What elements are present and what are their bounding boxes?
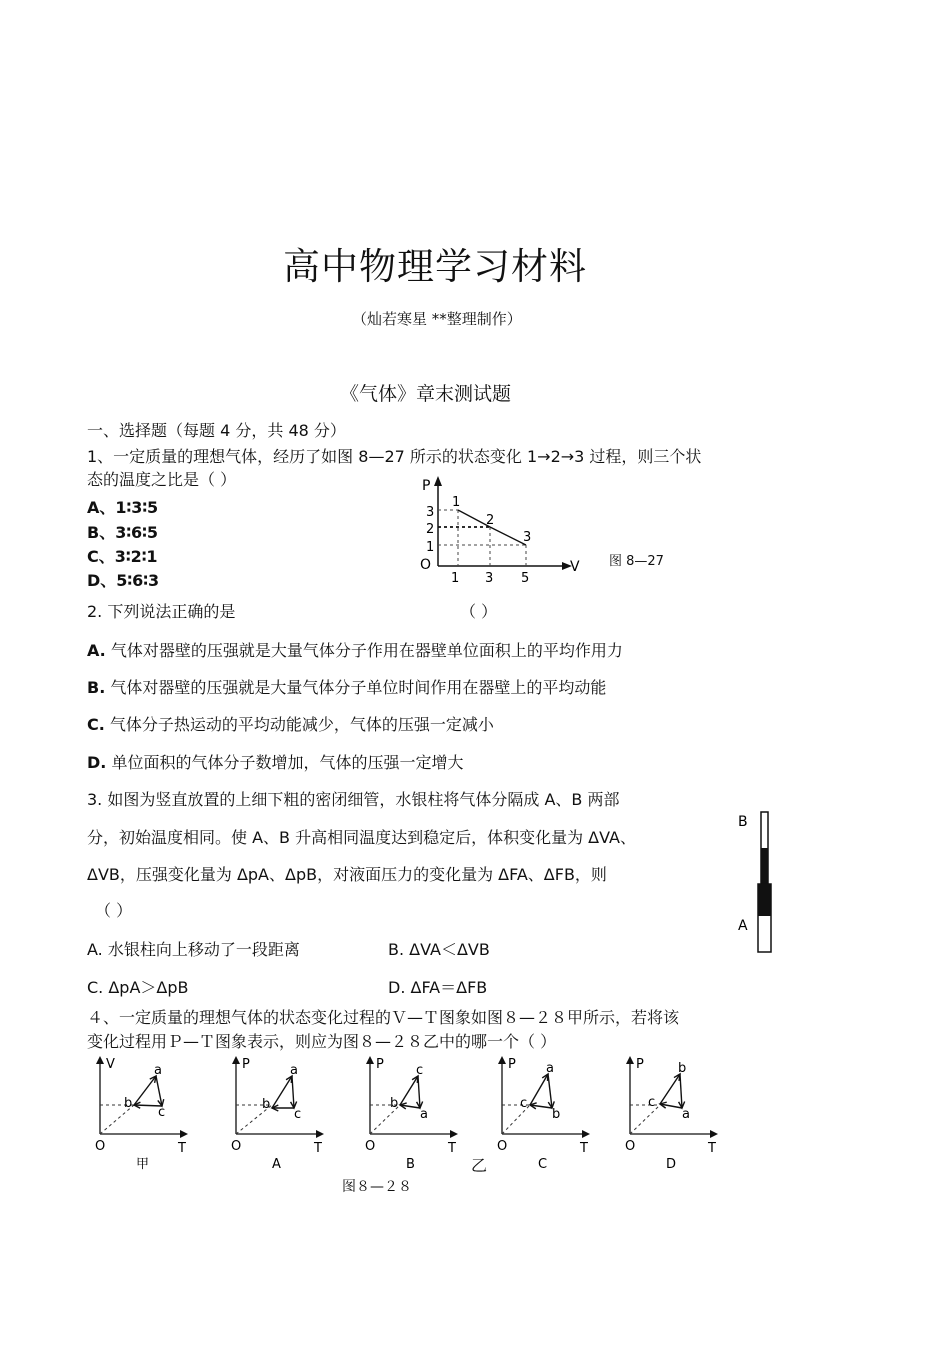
origin-label: O xyxy=(497,1139,508,1154)
point-a-label: a xyxy=(154,1063,162,1078)
y-axis-arrow xyxy=(366,1056,374,1064)
q3-answer-blank: （ ） xyxy=(95,901,133,920)
graph-name-label: C xyxy=(538,1157,548,1172)
mercury-column-upper xyxy=(761,848,768,884)
point-a-label: a xyxy=(420,1107,428,1122)
y-axis-label: P xyxy=(422,478,431,494)
q2-option-b xyxy=(87,675,606,698)
point-c-label: c xyxy=(416,1063,424,1078)
y-axis-label: P xyxy=(508,1057,516,1072)
point-3-label: 3 xyxy=(523,530,532,545)
x-axis-arrow xyxy=(710,1130,718,1138)
gas-a-label: A xyxy=(738,918,748,934)
process-arrow-c-a xyxy=(418,1076,420,1108)
x-tick-1: 1 xyxy=(451,571,460,586)
y-tick-2: 2 xyxy=(426,522,435,537)
figure-8-27-caption: 图 8—27 xyxy=(609,554,664,569)
process-arrow-c-b xyxy=(660,1074,680,1104)
x-tick-5: 5 xyxy=(521,571,530,586)
process-arrow-b-c xyxy=(400,1076,418,1105)
y-axis-arrow xyxy=(498,1056,506,1064)
option-letter: C. xyxy=(87,715,105,734)
figure-8-27-pv-graph xyxy=(410,470,600,590)
point-b-label: b xyxy=(390,1096,399,1111)
q3-line2: 分，初始温度相同。使 A、B 升高相同温度达到稳定后，体积变化量为 ΔVA、 xyxy=(87,828,636,847)
x-axis-label: T xyxy=(178,1141,186,1156)
mercury-column-lower xyxy=(758,884,771,916)
x-axis-arrow xyxy=(582,1130,590,1138)
figure-8-28-caption: 图８—２８ xyxy=(342,1179,412,1195)
y-axis-label: V xyxy=(106,1057,115,1072)
q1-line1: 1、一定质量的理想气体，经历了如图 8—27 所示的状态变化 1→2→3 过程，则三个状 xyxy=(87,447,702,466)
q2-option-d xyxy=(87,750,463,773)
x-axis-label: T xyxy=(580,1141,588,1156)
gas-b-label: B xyxy=(738,814,748,830)
option-letter: A. xyxy=(87,641,106,660)
origin-extension-line xyxy=(630,1105,660,1134)
q3-option-b: B. ΔVA＜ΔVB xyxy=(388,940,490,959)
q3-option-c: C. ΔpA＞ΔpB xyxy=(87,978,189,997)
process-arrow-c-a xyxy=(530,1074,548,1105)
point-c-label: c xyxy=(294,1107,302,1122)
part1-heading: 一、选择题（每题 4 分，共 48 分） xyxy=(87,421,346,440)
point-a-label: a xyxy=(546,1061,554,1076)
graph-jia xyxy=(95,1056,188,1172)
q1-option-d: D、5∶6∶3 xyxy=(87,571,160,590)
point-a-label: a xyxy=(682,1107,690,1122)
origin-label: O xyxy=(420,557,432,573)
point-c-label: c xyxy=(648,1095,656,1110)
y-axis-label: P xyxy=(636,1057,644,1072)
graph-name-label: A xyxy=(272,1157,281,1172)
y-axis-label: P xyxy=(242,1057,250,1072)
figure-8-28-graphs xyxy=(88,1050,728,1180)
point-b-label: b xyxy=(552,1107,561,1122)
y-axis-arrow xyxy=(434,476,442,486)
option-letter: D. xyxy=(87,753,107,772)
x-axis-arrow xyxy=(180,1130,188,1138)
point-a-label: a xyxy=(290,1063,298,1078)
page-subtitle: （灿若寒星 **整理制作） xyxy=(352,310,522,328)
group-label-yi: 乙 xyxy=(471,1156,488,1175)
x-axis-label: V xyxy=(570,559,580,575)
point-b-label: b xyxy=(678,1061,687,1076)
process-arrow-b-a xyxy=(272,1076,292,1108)
option-text: 单位面积的气体分子数增加，气体的压强一定增大 xyxy=(111,753,464,772)
y-tick-3: 3 xyxy=(426,505,435,520)
option-text: 气体对器壁的压强就是大量气体分子单位时间作用在器壁上的平均动能 xyxy=(110,678,607,697)
q2-option-a xyxy=(87,638,623,661)
origin-label: O xyxy=(365,1139,376,1154)
origin-label: O xyxy=(625,1139,636,1154)
graph-name-label: B xyxy=(406,1157,415,1172)
y-axis-arrow xyxy=(232,1056,240,1064)
x-axis-label: T xyxy=(708,1141,716,1156)
q2-answer-blank: （ ） xyxy=(460,602,498,621)
y-tick-1: 1 xyxy=(426,540,435,555)
q2-stem: 2. 下列说法正确的是 xyxy=(87,602,236,621)
process-arrow-a-c xyxy=(292,1076,294,1108)
q1-option-a: A、1∶3∶5 xyxy=(87,498,159,517)
q1-option-c: C、3∶2∶1 xyxy=(87,547,158,566)
y-axis-arrow xyxy=(626,1056,634,1064)
origin-label: O xyxy=(231,1139,242,1154)
point-1-label: 1 xyxy=(452,495,461,510)
graph-a xyxy=(231,1056,324,1172)
x-axis-arrow xyxy=(316,1130,324,1138)
x-axis-label: T xyxy=(448,1141,456,1156)
point-c-label: c xyxy=(158,1105,166,1120)
q4-line2: 变化过程用Ｐ—Ｔ图象表示，则应为图８—２８乙中的哪一个（ ） xyxy=(87,1032,557,1051)
sealed-tube-figure xyxy=(735,808,780,956)
graph-b xyxy=(365,1056,458,1172)
q2-option-c xyxy=(87,712,494,735)
point-b-label: b xyxy=(124,1096,133,1111)
q3-option-a: A. 水银柱向上移动了一段距离 xyxy=(87,940,300,959)
graph-name-label: 甲 xyxy=(136,1157,150,1172)
q3-line1: 3. 如图为竖直放置的上细下粗的密闭细管，水银柱将气体分隔成 A、B 两部 xyxy=(87,790,620,809)
x-axis-label: T xyxy=(314,1141,322,1156)
figure-8-28-svg xyxy=(88,1050,728,1180)
process-arrow-b-a xyxy=(680,1074,682,1108)
page-title: 高中物理学习材料 xyxy=(283,245,587,288)
q1-line2: 态的温度之比是（ ） xyxy=(87,470,237,489)
y-axis-label: P xyxy=(376,1057,384,1072)
x-axis-arrow xyxy=(450,1130,458,1138)
y-axis-arrow xyxy=(96,1056,104,1064)
q3-option-d: D. ΔFA＝ΔFB xyxy=(388,978,488,997)
point-2-label: 2 xyxy=(486,513,495,528)
option-text: 气体对器壁的压强就是大量气体分子作用在器壁单位面积上的平均作用力 xyxy=(110,641,623,660)
graph-d xyxy=(625,1056,718,1172)
origin-label: O xyxy=(95,1139,106,1154)
process-arrow-b-a xyxy=(134,1076,156,1105)
option-letter: B. xyxy=(87,678,106,697)
q4-line1: ４、一定质量的理想气体的状态变化过程的Ｖ—Ｔ图象如图８—２８甲所示，若将该 xyxy=(87,1008,680,1027)
graph-c xyxy=(497,1056,590,1172)
point-c-label: c xyxy=(520,1096,528,1111)
point-b-label: b xyxy=(262,1097,271,1112)
graph-name-label: D xyxy=(666,1157,677,1172)
q1-option-b: B、3∶6∶5 xyxy=(87,523,159,542)
option-text: 气体分子热运动的平均动能减少，气体的压强一定减小 xyxy=(109,715,494,734)
section-title: 《气体》章末测试题 xyxy=(340,383,512,405)
q3-line3: ΔVB，压强变化量为 ΔpA、ΔpB，对液面压力的变化量为 ΔFA、ΔFB，则 xyxy=(87,865,607,884)
x-tick-3: 3 xyxy=(485,571,494,586)
